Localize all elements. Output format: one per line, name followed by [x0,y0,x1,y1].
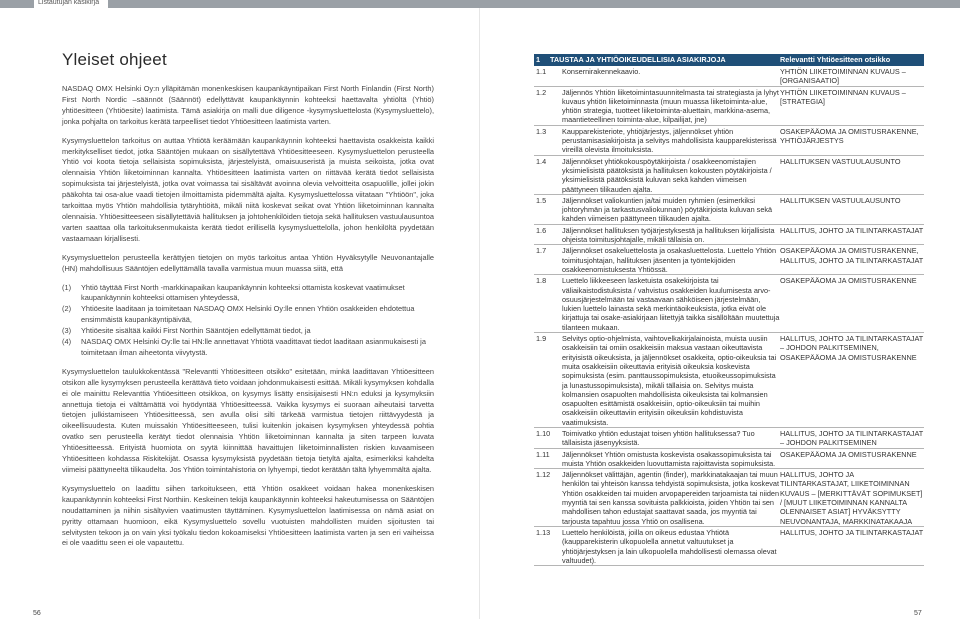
table-row [534,66,924,87]
row-relevant-heading: HALLITUS, JOHTO JA TILINTARKASTAJAT [780,527,924,537]
row-number: 1.10 [536,428,551,438]
list-item-text: Yhtiö täyttää First North -markkinapaikan kaupankäynnin kohteeksi ottamista koskevat vaatimukset kaupankäynnin kohteeksi ottamisen yhteydessä, [81,282,405,303]
header-bar [0,0,960,8]
row-relevant-heading: YHTIÖN LIIKETOIMINNAN KUVAUS – [ORGANISAATIO] [780,67,906,86]
row-description: Jäljennökset osakeluettelosta ja osakasluettelosta. Luettelo Yhtiön toimitusjohtajan, hallituksen jäsenten ja työntekijöiden osakkeenomistuksesta Yhtiössä. [562,246,777,274]
row-relevant-heading: HALLITUS, JOHTO JA TILINTARKASTAJAT – JOHDON PALKITSEMINEN, OSAKEPÄÄOMA JA OMISTUSRAKENNE [780,334,924,362]
row-description: Jäljennökset valiokuntien ja/tai muiden ryhmien (esimerkiksi johtoryhmän ja tarkastusvaliokunnan) pöytäkirjoista kuluvan sekä kahden viimeisen päättyneen tilikauden ajalta. [562,195,773,224]
header-tab-label: Listautujan käsikirja [38,0,100,6]
row-relevant-heading: OSAKEPÄÄOMA JA OMISTUSRAKENNE, YHTIÖJÄRJESTYS [780,126,919,146]
row-number: 1.4 [536,156,547,166]
table-header [534,54,924,66]
row-description: Jäljennökset hallituksen työjärjestyksestä ja hallituksen kirjallisista ohjeista toimitusjohtajalle, mikäli tällaisia on. [562,225,775,245]
list-item [62,304,434,326]
row-number: 1.1 [536,67,547,76]
row-description: Jäljennökset Yhtiön omistusta koskevista osakassopimuksista tai muista Yhtiön osakkeiden luovuttamista rajoittavista sopimuksista. [562,449,776,468]
table-row [534,428,924,449]
row-number: 1.7 [536,246,547,256]
row-number: 1.12 [536,470,551,480]
list-item-number: (2) [62,304,72,314]
paragraph: Kysymysluettelo on laadittu siihen tarkoitukseen, että Yhtiön osakkeet voidaan hakea monenkeskisen kaupankäynnin kohteeksi First Northiin. Keskeinen tekijä kaupankäynnin kohteeksi hakeutumisessa on Sääntöjen noudattaminen ja niihin sisältyvien vaatimusten täyttäminen. Kysymysluettelon laatimisessa on nämä asiat on pyritty ottamaan huomioon, eikä Kysymysluettelo sovellu vuotuisten mahdollisten muiden sijoitusten tai selvitysten tekoon ja on vain yksi työkalu tiedon kokoamiseksi Yhtiöesitteen laatimista varten ja sen eri vaiheissa ei ole vaadittu seen ei ole vapautettu. [62,483,434,548]
list-item-number: (3) [62,326,72,336]
paragraph: Kysymysluettelon perusteella kerättyjen tietojen on myös tarkoitus antaa Yhtiön Hyväksytylle Neuvonantajalle (HN) mahdollisuus Sääntöjen edellyttämällä tavalla varmistua muun muassa siitä, että [62,252,434,273]
row-description: Luettelo henkilöistä, joilla on oikeus edustaa Yhtiötä (kaupparekisterin ulkopuolella annetut valtuutukset ja yhtiöjärjestyksen ja lain ulkopuolella mahdollisesti olemassa olevat valtuudet). [562,527,777,565]
list-item [62,326,434,337]
table-row [534,527,924,566]
row-number: 1.9 [536,334,547,344]
row-relevant-heading: HALLITUKSEN VASTUULAUSUNTO [780,195,901,205]
page-number-left: 56 [33,610,41,617]
page-title: Yleiset ohjeet [62,50,167,69]
row-relevant-heading: HALLITUKSEN VASTUULAUSUNTO [780,156,901,166]
list-item [62,283,434,305]
row-number: 1.8 [536,276,547,286]
row-relevant-heading: HALLITUS, JOHTO JA TILINTARKASTAJAT [780,225,924,235]
left-page [62,50,434,557]
row-relevant-heading: HALLITUS, JOHTO JA TILINTARKASTAJAT – JOHDON PALKITSEMINEN [780,428,924,448]
list-item-text: Yhtiöesite laaditaan ja toimitetaan NASDAQ OMX Helsinki Oy:lle ennen Yhtiön osakkeiden ehdotettua ensimmäistä kaupankäyntipäivää, [81,304,415,325]
paragraph: Kysymysluettelon tarkoitus on auttaa Yhtiötä keräämään kaupankäynnin kohteeksi haettavista osakkeista kaikki merkitykselliset tiedot, jotka Sääntöjen mukaan on sisällytettävä Yhtiöesitteeseen. Kysymysluettelon perusteella Yhtiö voi koota tietoja sellaisista sopimuksista, järjestelyistä, omaisuuseristä ja muista seikoista, jotka ovat olennaisia Yhtiön liiketoiminnan kannalta. Yhtiöesitteen laatimista varten on riittävää kerätä tiedot sellaisista sopimuksista tai järjestelyistä, jotka ovat voimassa tai sisältävät avoinna olevia velvoitteita osapuolille, jollei jokin pääkohta tai osa-alue vaadi tietojen ilmoittamista pidemmältä ajalta. Kysymysluettelossa viitataan "Yhtiöön", joka tarkoittaa myös Yhtiön mahdollisia tytäryhtiöitä, mikäli niitä koskevat seikat ovat Yhtiön liiketoiminnan kannalta olennaisia. Yhtiöesitteeseen sisällytettäviä hallituksen ja johtohenkilöiden tietoja sekä hallituksen vastuulausuntoa varten saattaa olla tarkoituksenmukaista kerätä tiedot erillisellä kysymysluettelolla, johon henkilöltä pyydetään vastaamaan kirjallisesti. [62,135,434,243]
table-row [534,87,924,126]
row-description: Jäljennökset välittäjän, agentin (finder), markkinatakaajan tai muun henkilön tai yhteisön kanssa tehdyistä sopimuksista, jotka koskevat Yhtiön osakkeiden tai muiden arvopapereiden tarjoamista tai niiden myyntiä tai sen kanssa sovituista palkkioista, joiden Yhtiön tai sen mahdollisen tahon edustajat saattavat saada, jos myyntiä tai tarjousta tapahtuu jossa Yhtiö on osallisena. [562,470,780,526]
requirements-list [62,283,434,359]
table-row [534,469,924,527]
list-item-text: Yhtiöesite sisältää kaikki First Northin Sääntöjen edellyttämät tiedot, ja [81,326,311,336]
row-number: 1.5 [536,195,547,205]
row-description: Jäljennökset yhtiökokouspöytäkirjoista / osakkeenomistajien yksimielisistä päätöksistä ja hallituksen kokousten pöytäkirjoista / yksimielisistä päätöksistä kuluvan sekä kahden viimeisen päättyneen tilikauden ajalta. [562,156,772,194]
header-tab [34,0,108,8]
row-description: Kaupparekisteriote, yhtiöjärjestys, jäljennökset yhtiön perustamisasiakirjoista ja selvitys mahdollisista kaupparekisterissä vireillä olevista ilmoituksista. [562,126,777,155]
paragraph: Kysymysluettelon taulukkokentässä "Relevantti Yhtiöesitteen otsikko" esitetään, minkä laadittavan Yhtiöesitteen otsikon alle kysymyksen perusteella kerättävä tieto voidaan johdonmukaisesti esittää. Mikäli kysymyksen kohdalla ei ole mainittu Relevanttia Yhtiöesitteen otsikkoa, on kysymys lisätty ensisijaisesti HN:n eduksi ja kysymyksiin annettuja tietoja ei välttämättä voi hyödyntää Yhtiöesitteessä. Vaikka kysymys ei suoraan aiheutaisi tarvetta tietojen julkistamiseen Yhtiöesitteessä, sen avulla olisi silti tärkeää varmistua tietojen riittävyydestä ja oikeellisuudesta. Kuten muissakin Yhtiöesitteeseen, tulisi kuitenkin jokaisen kysymyksen yhteydessä pohtia ovatko sen perusteella kerätyt tiedot olennaisia Yhtiön liiketoiminnan kannalta ja siten tarpeen kuvata Yhtiöesitteessä. Erityistä huomiota on syytä kiinnittää havaittujen liiketoiminnallisten riskien kuvaamiseen Yhtiöesitteen kohdassa Riskitekijät. Osassa kysymyksistä pyydetään tietoja tietyltä ajalta, esimerkiksi kahdelta viimeisi päättyneeltä tilikaudelta. Jos Yhtiön toimintahistoria on lyhyempi, tiedot kerätään tältä lyhyemmältä ajalta. [62,366,434,474]
row-description: Toimivatko yhtiön edustajat toisen yhtiön hallituksessa? Tuo tällaisista jäsenyyksistä. [562,428,755,448]
table-row [534,126,924,156]
row-number: 1.3 [536,126,547,136]
row-description: Selvitys optio-ohjelmista, vaihtovelkakirjalainoista, muista uusiin osakkeisiin tai omiin osakkeisiin maksua vastaan oikeuttavista erityisistä oikeuksista, ja jäljennökset osakkeita, optio-oikeuksia tai muita osakkeisiin oikeuttavia erityisiä oikeuksia koskevista sopimuksista (esim. panttaussopimuksista, etuoikeussopimuksista ja lunastussopimuksista), mikäli tällaisia on. Selvitys muista kolmansien osapuolten mahdollisista oikeuksista tai kolmansien osapuolten esittämistä osakkeisiin, optio-oikeuksiin tai muihin osakkeisiin oikeuttaviin erityisiin oikeuksiin kohdistuvista vaatimuksista. [562,334,777,427]
header-relevant-heading: Relevantti Yhtiöesitteen otsikko [780,55,891,65]
page-spine [479,8,480,619]
row-number: 1.13 [536,527,551,537]
list-item-number: (4) [62,337,72,347]
header-number: 1 [536,55,541,65]
row-description: Konsernirakennekaavio. [562,67,641,76]
page-number-right: 57 [914,610,922,617]
paragraph: NASDAQ OMX Helsinki Oy:n ylläpitämän monenkeskisen kaupankäyntipaikan First North Finlandin (First North) First North Nordic –säännöt (Säännöt) edellyttävät kaupankäynnin kohteeksi haettavalta yhtiöltä (Yhtiö) yhtiöesitteen (Yhtiöesite) laatimista. Tämä asiakirja on malli due diligence -kysymysluettelosta (Kysymysluettelo), jonka pohjalta on tarkoitus kerätä tarpeelliset tiedot Yhtiöesitteen laatimista varten. [62,84,434,126]
table-row [534,156,924,195]
list-item-number: (1) [62,282,72,292]
row-relevant-heading: HALLITUS, JOHTO JA TILINTARKASTAJAT, LIIKETOIMINNAN KUVAUS – [MERKITTÄVÄT SOPIMUKSET] / [MUUT LIIKETOIMINNAN KANNALTA OLENNAISET ASIAT] HYVÄKSYTTY NEUVONANTAJA, MARKKINATAKAAJA [780,470,923,526]
table-row [534,275,924,333]
header-section: TAUSTAA JA YHTIÖOIKEUDELLISIA ASIAKIRJOJA [550,55,726,65]
row-description: Luettelo liikkeeseen lasketuista osakekirjoista tai väliaikaistodistuksista / vahvistus osakkeiden kuulumisesta arvo-osuusjärjestelmään tai vastaavaan sähköiseen järjestelmään, lukien luettelo lainasta sekä merkintäoikeuksista, jotka eivät ole kirjattuja tai osake-asiakirjaan liitettyjä taikka sisällöltään muutettuja tilanteen mukaan. [562,276,780,332]
table-row [534,225,924,246]
row-number: 1.6 [536,225,547,235]
row-number: 1.2 [536,87,547,97]
row-description: Jäljennös Yhtiön liiketoimintasuunnitelmasta tai strategiasta ja lyhyt kuvaus yhtiön liiketoiminnasta (muun muassa liiketoiminta-alue, yhtiön strategia, tuotteet liiketoiminta-aluettain, markkina-asema, maantieteellinen toiminta-alue, kilpailijat, jne) [562,87,779,125]
row-number: 1.11 [536,449,550,459]
list-item [62,337,434,359]
table-row [534,245,924,275]
table-row [534,195,924,225]
table-row [534,333,924,428]
list-item-text: NASDAQ OMX Helsinki Oy:lle tai HN:lle annettavat Yhtiötä vaadittavat tiedot laaditaan asianmukaisesti ja toimitetaan ilman aiheetonta viivytystä. [81,337,426,357]
due-diligence-table [534,54,924,566]
row-relevant-heading: OSAKEPÄÄOMA JA OMISTUSRAKENNE, HALLITUS, JOHTO JA TILINTARKASTAJAT [780,246,924,265]
row-relevant-heading: OSAKEPÄÄOMA JA OMISTUSRAKENNE [780,276,917,286]
row-relevant-heading: OSAKEPÄÄOMA JA OMISTUSRAKENNE [780,449,917,459]
table-row [534,449,924,470]
row-relevant-heading: YHTIÖN LIIKETOIMINNAN KUVAUS – [STRATEGIA] [780,87,906,106]
